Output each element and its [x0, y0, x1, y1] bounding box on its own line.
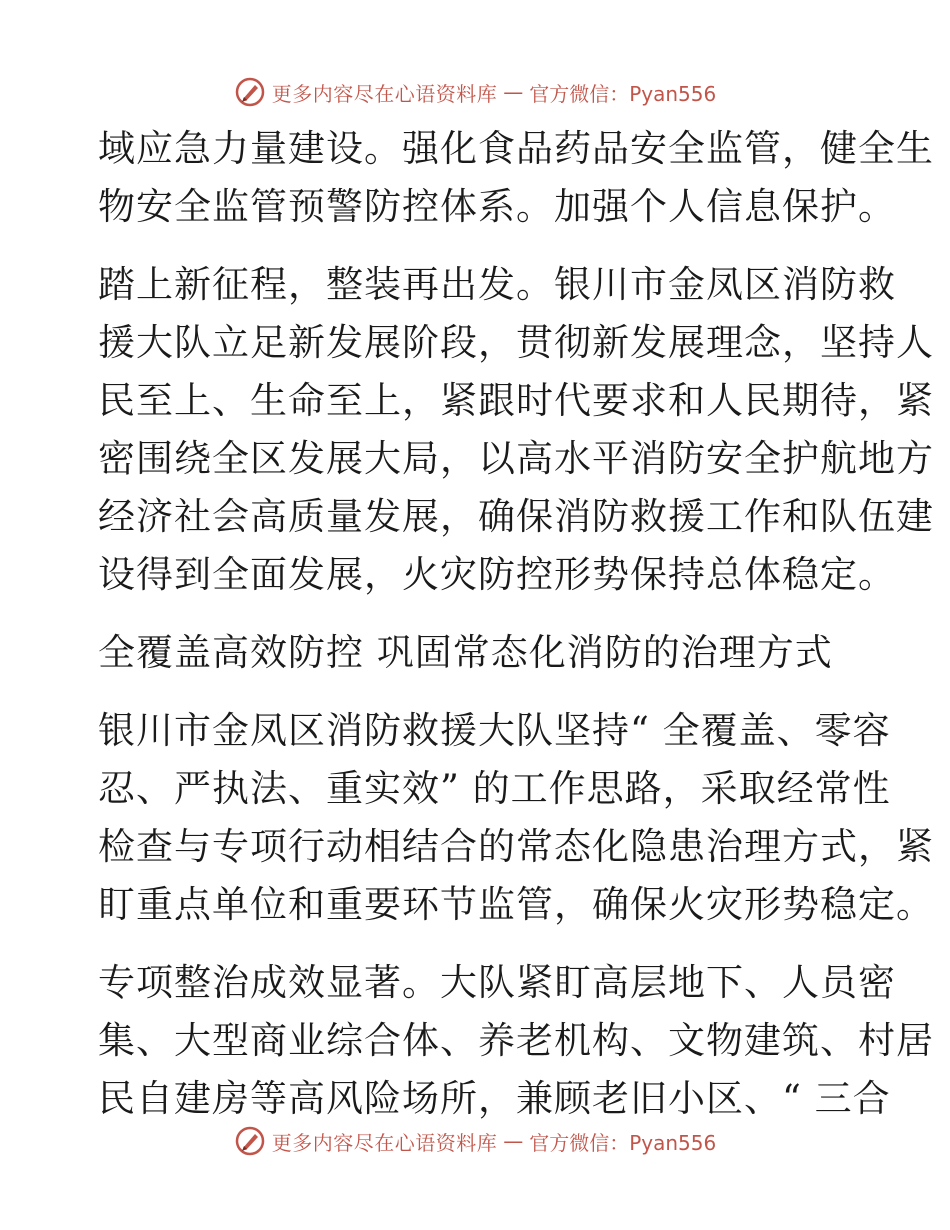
text-line: 盯重点单位和重要环节监管，确保火灾形势稳定。: [98, 883, 934, 926]
text-line: 检查与专项行动相结合的常态化隐患治理方式，紧: [98, 825, 934, 868]
heading-line: 全覆盖高效防控 巩固常态化消防的治理方式: [98, 631, 833, 674]
watermark-wechat-text: 官方微信：Pyan556: [529, 1130, 717, 1155]
text-line: 忍、严执法、重实效” 的工作思路，采取经常性: [98, 767, 891, 810]
watermark-site-text: 更多内容尽在心语资料库: [271, 1130, 498, 1155]
text-line: 民自建房等高风险场所，兼顾老旧小区、“ 三合: [98, 1077, 891, 1120]
text-line: 援大队立足新发展阶段，贯彻新发展理念，坚持人: [98, 321, 934, 364]
text-line: 密围绕全区发展大局，以高水平消防安全护航地方: [98, 437, 934, 480]
paragraph-1: [98, 120, 934, 236]
text-line: 物安全监管预警防控体系。加强个人信息保护。: [98, 185, 896, 228]
header-watermark: [0, 72, 950, 112]
pen-logo-icon: [234, 76, 266, 108]
text-line: 踏上新征程，整装再出发。银川市金凤区消防救: [98, 263, 896, 306]
text-line: 银川市金凤区消防救援大队坚持“ 全覆盖、零容: [98, 709, 891, 752]
text-line: 民至上、生命至上，紧跟时代要求和人民期待，紧: [98, 379, 934, 422]
watermark-wechat-text: 官方微信：Pyan556: [529, 81, 717, 106]
text-line: 域应急力量建设。强化食品药品安全监管，健全生: [98, 127, 934, 170]
text-line: 设得到全面发展，火灾防控形势保持总体稳定。: [98, 553, 896, 596]
watermark-site-text: 更多内容尽在心语资料库: [271, 81, 498, 106]
section-heading: [98, 624, 858, 682]
pen-logo-icon: [234, 1125, 266, 1157]
paragraph-3: [98, 702, 934, 934]
paragraph-4: [98, 954, 934, 1128]
text-line: 经济社会高质量发展，确保消防救援工作和队伍建: [98, 495, 934, 538]
document-body: [98, 120, 934, 1128]
text-line: 专项整治成效显著。大队紧盯高层地下、人员密: [98, 961, 896, 1004]
text-line: 集、大型商业综合体、养老机构、文物建筑、村居: [98, 1019, 934, 1062]
watermark-separator: —: [503, 1129, 524, 1153]
footer-watermark: [0, 1121, 950, 1161]
watermark-separator: —: [503, 80, 524, 104]
paragraph-2: [98, 256, 934, 604]
